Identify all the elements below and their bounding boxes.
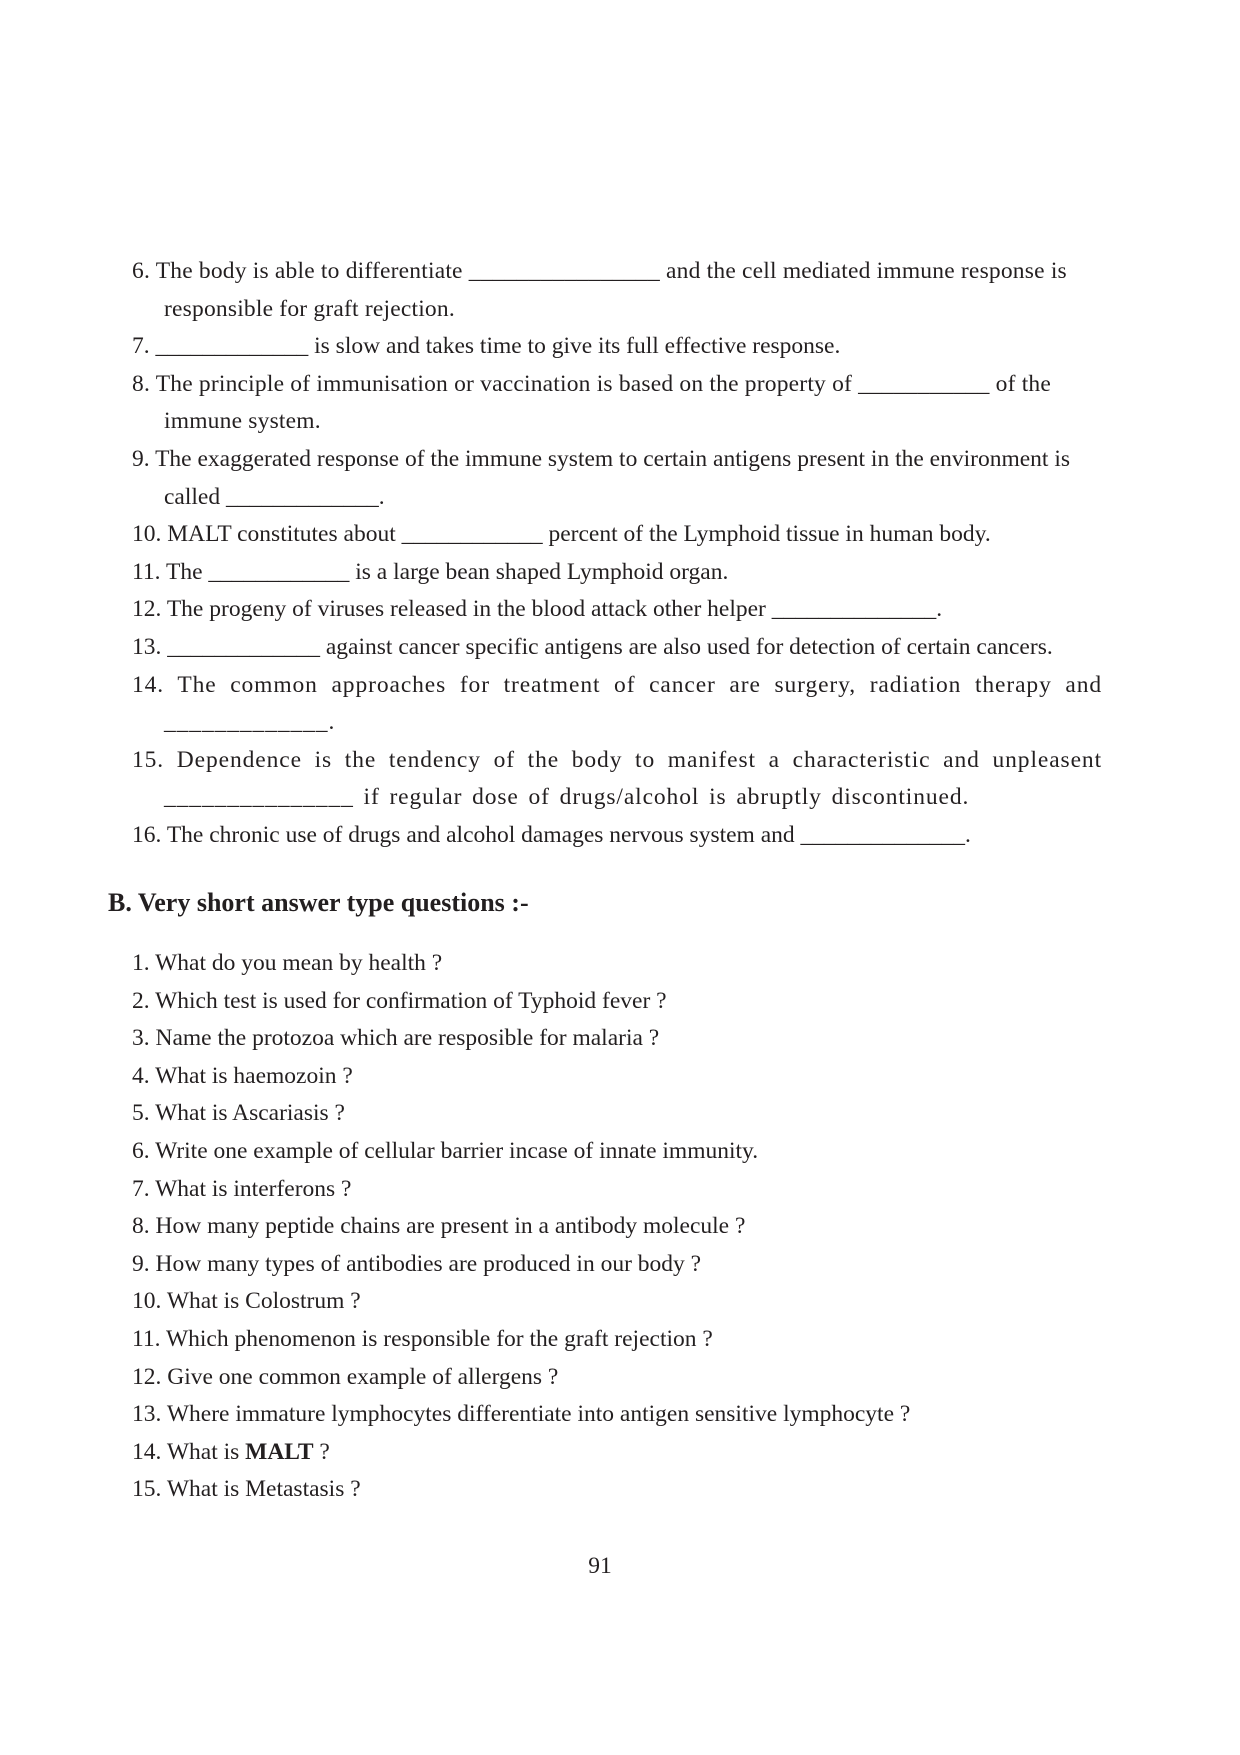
list-item: 1. What do you mean by health ? <box>132 950 443 976</box>
list-item: 5. What is Ascariasis ? <box>132 1100 345 1127</box>
list-item: 12. Give one common example of allergens ? <box>132 1363 559 1390</box>
list-item: 3. Name the protozoa which are resposible for malaria ? <box>132 1025 660 1052</box>
short-answer-list <box>132 945 1102 1509</box>
list-item: 11. The ____________ is a large bean shaped Lymphoid organ. <box>132 558 729 585</box>
bold-term: MALT <box>245 1438 314 1465</box>
list-item: 13. _____________ against cancer specific antigens are also used for detection of certain cancers. <box>132 633 1053 660</box>
list-item: 9. How many types of antibodies are produced in our body ? <box>132 1250 702 1277</box>
list-item: 7. _____________ is slow and takes time to give its full effective response. <box>132 333 841 360</box>
section-heading: B. Very short answer type questions :- <box>108 888 529 917</box>
list-item: 12. The progeny of viruses released in the blood attack other helper ______________. <box>132 596 943 623</box>
list-item: 14. What is MALT ? <box>132 1438 330 1465</box>
list-item: 10. MALT constitutes about ____________ percent of the Lymphoid tissue in human body. <box>132 521 991 548</box>
list-item: 6. The body is able to differentiate ________________ and the cell mediated immune response is responsible for graft rejection. <box>132 258 1067 322</box>
list-item: 16. The chronic use of drugs and alcohol damages nervous system and ______________. <box>132 821 971 848</box>
list-item: 15. What is Metastasis ? <box>132 1476 361 1503</box>
list-item: 6. Write one example of cellular barrier incase of innate immunity. <box>132 1137 759 1164</box>
list-item: 14. The common approaches for treatment of cancer are surgery, radiation therapy and _____________. <box>132 671 1103 736</box>
list-item: 2. Which test is used for confirmation of Typhoid fever ? <box>132 987 667 1014</box>
list-item: 9. The exaggerated response of the immune system to certain antigens present in the environment is called _____________. <box>132 445 1070 510</box>
page-number: 91 <box>588 1553 612 1579</box>
list-item: 10. What is Colostrum ? <box>132 1288 361 1315</box>
list-item: 8. The principle of immunisation or vaccination is based on the property of ___________ of the immune system. <box>132 370 1052 435</box>
list-item: 15. Dependence is the tendency of the body to manifest a characteristic and unpleasent _______________ if regular dose of drugs/alcohol is abruptly discontinued. <box>132 746 1102 811</box>
list-item: 4. What is haemozoin ? <box>132 1062 353 1089</box>
list-item: 7. What is interferons ? <box>132 1175 352 1202</box>
list-item: 13. Where immature lymphocytes differentiate into antigen sensitive lymphocyte ? <box>132 1401 911 1428</box>
list-item: 11. Which phenomenon is responsible for the graft rejection ? <box>132 1325 713 1352</box>
list-item: 8. How many peptide chains are present in a antibody molecule ? <box>132 1213 746 1240</box>
fill-in-blank-list <box>132 253 1102 855</box>
